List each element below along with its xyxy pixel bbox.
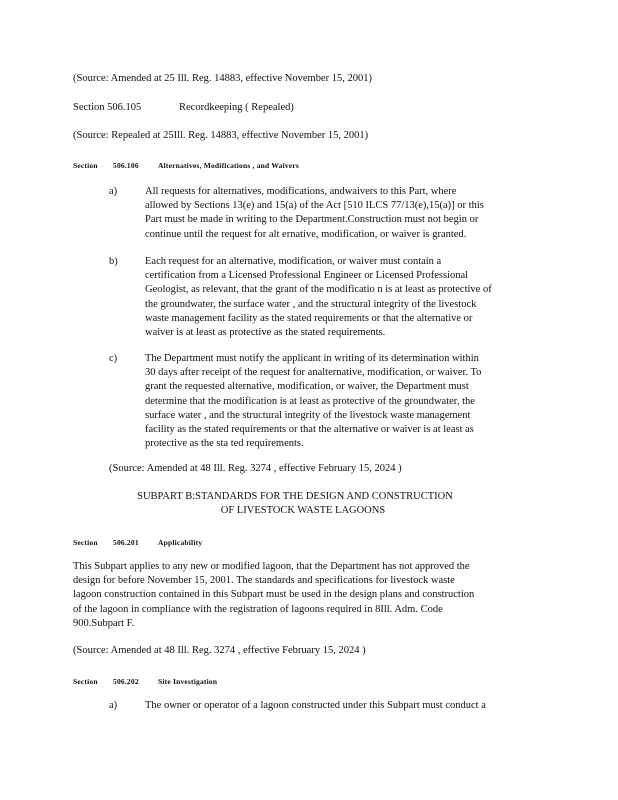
item-c-text: [145, 352, 540, 451]
item-b-line: Each request for an alternative, modification, or waiver must contain a: [145, 256, 442, 267]
item-c-line: grant the requested alternative, modification, or waiver, the Department must: [145, 381, 469, 393]
section-506106-label: Section: [73, 161, 98, 170]
section-506202-number: 506.202: [113, 677, 139, 686]
item-c-line: The Department must notify the applicant in writing of its determination within: [145, 353, 479, 364]
section-506202-label: Section: [73, 677, 98, 686]
item-b-line: the groundwater, the surface water , and the structural integrity of the livestock: [145, 298, 477, 310]
item-a-line: Part must be made in writing to the Department.Construction must not begin or: [145, 214, 479, 226]
source-note-506105: (Source: Repealed at 25Ill. Reg. 14883, effective November 15, 2001): [73, 130, 369, 141]
section-506105-number: Section 506.105: [73, 102, 142, 113]
item-b-line: waiver is at least as protective as the stated requirements.: [145, 327, 386, 339]
item-a-line: All requests for alternatives, modifications, andwaivers to this Part, where: [145, 186, 457, 197]
item-a-line: continue until the request for alt ernative, modification, or waiver is granted.: [145, 228, 467, 240]
applicability-line: 900.Subpart F.: [73, 617, 135, 629]
applicability-line: design for before November 15, 2001. The standards and specifications for livestock waste: [73, 575, 455, 587]
section-506106-title: Alternatives, Modifications , and Waivers: [158, 161, 299, 170]
source-note-506104: (Source: Amended at 25 Ill. Reg. 14883, effective November 15, 2001): [73, 73, 372, 84]
item-c-label: c): [109, 353, 118, 364]
section-506201-title: Applicability: [158, 538, 203, 547]
item-a-text: [145, 185, 540, 242]
applicability-line: of the lagoon in compliance with the registration of lagoons required in 8Ill. Adm. Code: [73, 603, 443, 615]
item-c-line: 30 days after receipt of the request for analternative, modification, or waiver. To: [145, 367, 482, 379]
item-c-line: protective as the sta ted requirements.: [145, 438, 304, 450]
item-c-line: facility as the stated requirements or that the alternative or waiver is at least as: [145, 424, 474, 436]
applicability-line: lagoon construction contained in this Subpart must be used in the design plans and construction: [73, 589, 475, 601]
item-b-text: [145, 255, 540, 340]
item-b-label: b): [109, 256, 118, 267]
section-506105-title: Recordkeeping ( Repealed): [179, 102, 294, 113]
item-c-line: determine that the modification is at least as protective of the groundwater, the: [145, 395, 475, 407]
section-506201-number: 506.201: [113, 538, 139, 547]
item-a-line: allowed by Sections 13(e) and 15(a) of the Act [510 ILCS 77/13(e),15(a)] or this: [145, 200, 484, 212]
applicability-line: This Subpart applies to any new or modified lagoon, that the Department has not approved the: [73, 561, 470, 572]
applicability-text: [73, 560, 528, 631]
section-506202-title: Site Investigation: [158, 677, 218, 686]
source-note-506201: (Source: Amended at 48 Ill. Reg. 3274 , effective February 15, 2024 ): [73, 645, 366, 656]
subpart-heading-line2: OF LIVESTOCK WASTE LAGOONS: [220, 505, 386, 516]
item-b-line: waste management facility as the stated requirements or that the alternative or: [145, 312, 473, 324]
item-a-label: a): [109, 186, 118, 197]
item-b-line: Geologist, as relevant, that the grant of the modificatio n is at least as protective of: [145, 284, 492, 296]
subpart-heading-line1: SUBPART B:STANDARDS FOR THE DESIGN AND CONSTRUCTION: [137, 491, 453, 502]
item-c-line: surface water , and the structural integrity of the livestock waste management: [145, 409, 471, 421]
section-506201-label: Section: [73, 538, 98, 547]
source-note-506106: (Source: Amended at 48 Ill. Reg. 3274 , effective February 15, 2024 ): [109, 463, 402, 474]
site-item-a-text: The owner or operator of a lagoon constructed under this Subpart must conduct a: [145, 700, 486, 711]
site-item-a-label: a): [109, 700, 118, 711]
section-506106-number: 506.106: [113, 161, 139, 170]
item-b-line: certification from a Licensed Professional Engineer or Licensed Professional: [145, 270, 469, 282]
